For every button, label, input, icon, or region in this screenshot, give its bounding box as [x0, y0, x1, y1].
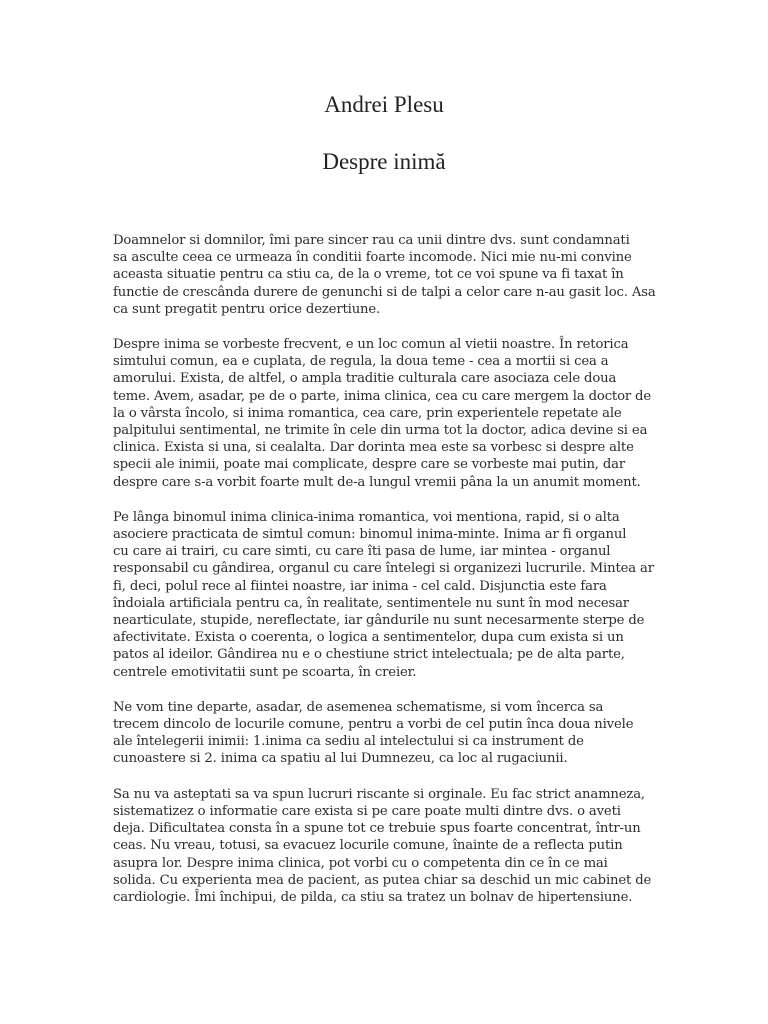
text-line: Ne vom tine departe, asadar, de asemenea schematisme, si vom încerca sa: [113, 699, 604, 715]
text-line: sa asculte ceea ce urmeaza în conditii foarte incomode. Nici mie nu-mi convine: [113, 250, 632, 266]
text-line: cardiologie. Îmi închipui, de pilda, ca stiu sa tratez un bolnav de hipertensiune.: [113, 889, 633, 905]
text-line: fi, deci, polul rece al fiintei noastre, iar inima - cel cald. Disjunctia este fara: [113, 578, 607, 594]
text-line: responsabil cu gândirea, organul cu care întelegi si organizezi lucrurile. Mintea ar: [113, 561, 654, 577]
text-line: Sa nu va asteptati sa va spun lucruri riscante si orginale. Eu fac strict anamneza,: [113, 786, 645, 802]
text-line: la o vârsta încolo, si inima romantica, cea care, prin experientele repetate ale: [113, 405, 622, 421]
text-line: Pe lânga binomul inima clinica-inima romantica, voi mentiona, rapid, si o alta: [113, 509, 620, 525]
text-line: cunoastere si 2. inima ca spatiu al lui Dumnezeu, ca loc al rugaciunii.: [113, 751, 568, 767]
text-line: palpitului sentimental, ne trimite în cele din urma tot la doctor, adica devine si ea: [113, 423, 648, 439]
text-line: ale întelegerii inimii: 1.inima ca sediu al intelectului si ca instrument de: [113, 734, 584, 750]
text-line: clinica. Exista si una, si cealalta. Dar dorinta mea este sa vorbesc si despre alte: [113, 440, 634, 456]
text-line: ceas. Nu vreau, totusi, sa evacuez locurile comune, înainte de a reflecta putin: [113, 838, 623, 854]
text-line: deja. Dificultatea consta în a spune tot ce trebuie spus foarte concentrat, într-un: [113, 821, 641, 837]
text-line: centrele emotivitatii sunt pe scoarta, în creier.: [113, 664, 417, 680]
paragraph: [113, 336, 673, 491]
text-line: aceasta situatie pentru ca stiu ca, de la o vreme, tot ce voi spune va fi taxat în: [113, 267, 624, 283]
text-line: trecem dincolo de locurile comune, pentru a vorbi de cel putin înca doua nivele: [113, 717, 634, 733]
text-line: îndoiala artificiala pentru ca, în realitate, sentimentele nu sunt în mod necesar: [113, 595, 629, 611]
text-line: nearticulate, stupide, nereflectate, iar gândurile nu sunt necesarmente sterpe de: [113, 613, 645, 629]
text-line: solida. Cu experienta mea de pacient, as putea chiar sa deschid un mic cabinet de: [113, 872, 652, 888]
author-name: Andrei Plesu: [324, 92, 444, 117]
text-line: despre care s-a vorbit foarte mult de-a lungul vremii pâna la un anumit moment.: [113, 474, 641, 490]
text-line: ca sunt pregatit pentru orice dezertiune.: [113, 301, 381, 317]
text-line: Despre inima se vorbeste frecvent, e un loc comun al vietii noastre. În retorica: [113, 337, 629, 353]
text-line: sistematizez o informatie care exista si pe care poate multi dintre dvs. o aveti: [113, 803, 621, 819]
document-body: [113, 232, 673, 924]
paragraph: [113, 509, 673, 681]
text-line: amorului. Exista, de altfel, o ampla traditie culturala care asociaza cele doua: [113, 371, 617, 387]
paragraph: [113, 786, 673, 906]
text-line: simtului comun, ea e cuplata, de regula, la doua teme - cea a mortii si cea a: [113, 354, 609, 370]
text-line: asociere practicata de simtul comun: binomul inima-minte. Inima ar fi organul: [113, 527, 627, 543]
text-line: patos al ideilor. Gândirea nu e o chestiune strict intelectuala; pe de alta parte,: [113, 647, 625, 663]
text-line: afectivitate. Exista o coerenta, o logica a sentimentelor, dupa cum exista si un: [113, 630, 624, 646]
document-title: Despre inimă: [322, 149, 446, 174]
text-line: Doamnelor si domnilor, îmi pare sincer rau ca unii dintre dvs. sunt condamnati: [113, 233, 630, 248]
text-line: specii ale inimii, poate mai complicate, despre care se vorbeste mai putin, dar: [113, 457, 626, 473]
text-line: cu care ai trairi, cu care simti, cu care îti pasa de lume, iar mintea - organul: [113, 544, 611, 560]
paragraph: [113, 232, 673, 318]
text-line: teme. Avem, asadar, pe de o parte, inima clinica, cea cu care mergem la doctor de: [113, 388, 652, 404]
paragraph: [113, 699, 673, 768]
text-line: functie de crescânda durere de genunchi si de talpi a celor care n-au gasit loc. Asa: [113, 284, 656, 300]
text-line: asupra lor. Despre inima clinica, pot vorbi cu o competenta din ce în ce mai: [113, 855, 608, 871]
